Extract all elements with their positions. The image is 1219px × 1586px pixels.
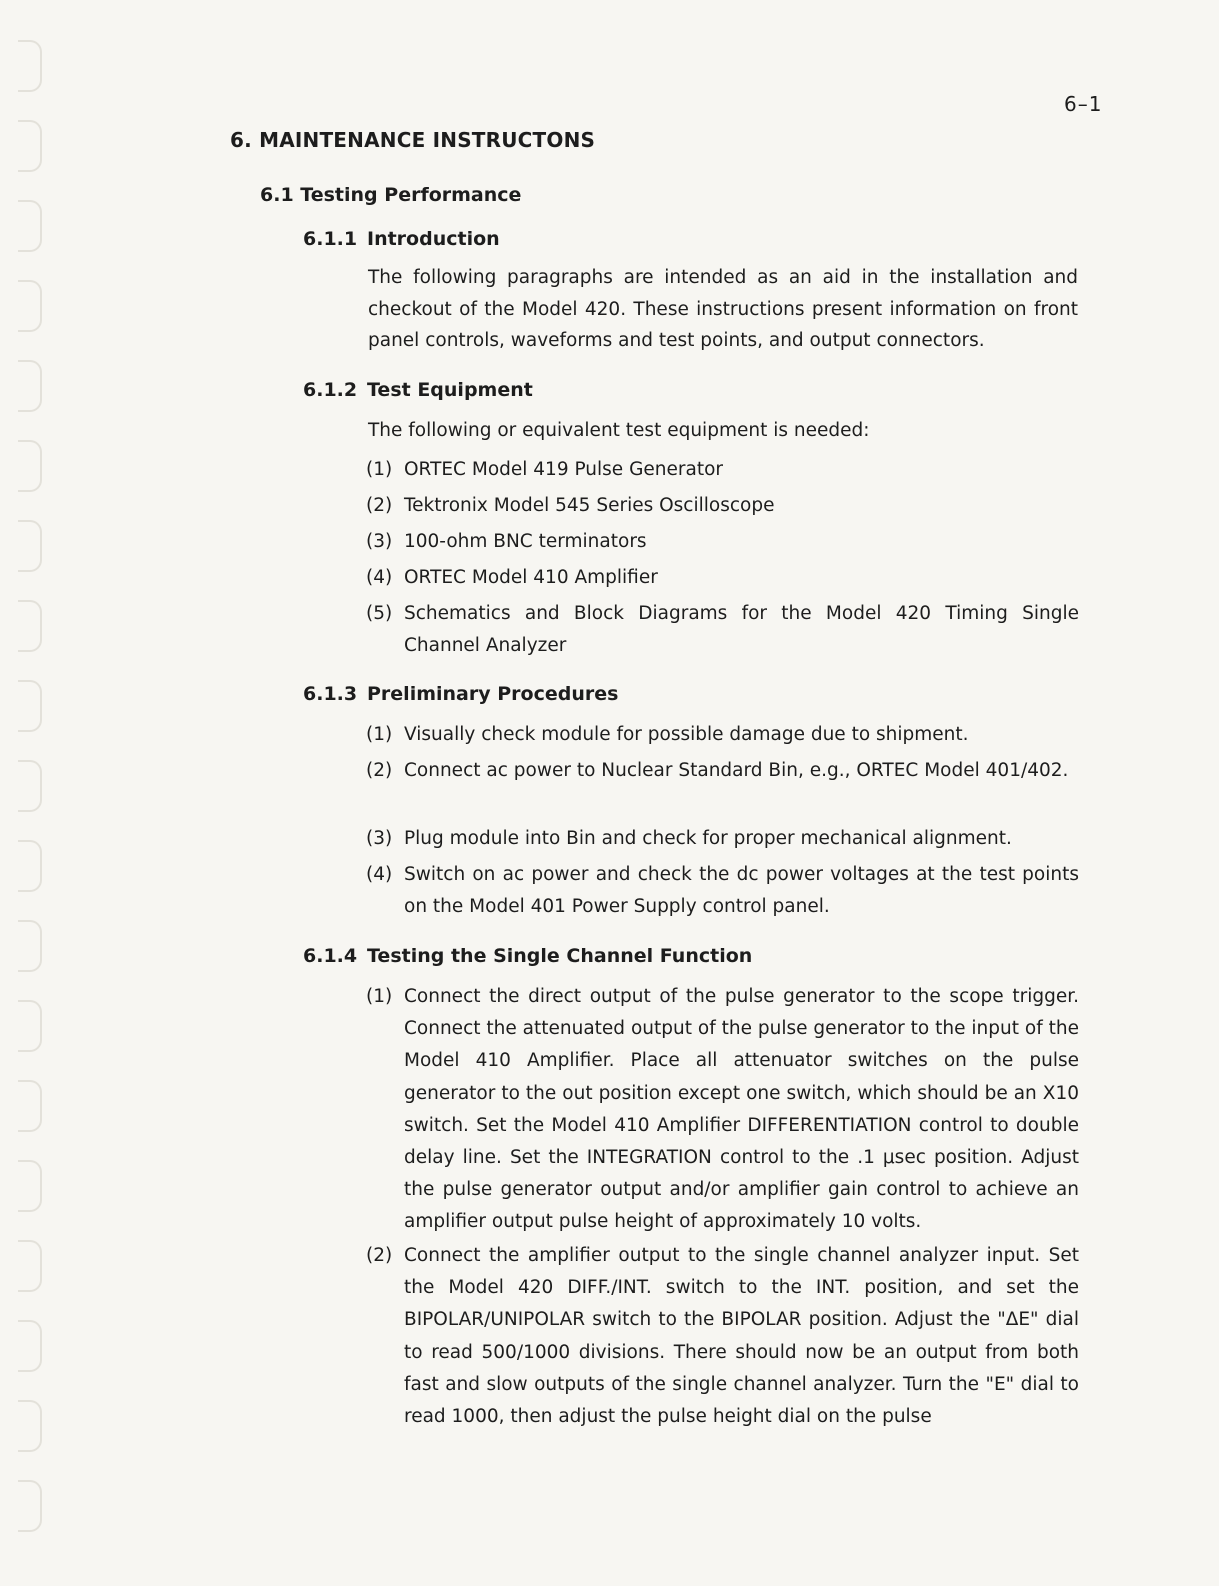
list-item-label: (1) [366, 724, 393, 745]
list-item-text: 100-ohm BNC terminators [404, 531, 647, 552]
list-item [366, 823, 1079, 855]
chapter-heading [230, 128, 595, 152]
binding-hole [18, 1400, 42, 1452]
list-item-text: Tektronix Model 545 Series Oscilloscope [404, 495, 775, 516]
subsection-heading-test-equipment [303, 379, 533, 401]
list-item-label: (2) [366, 760, 393, 781]
subsection-heading-preliminary-procedures [303, 683, 618, 705]
list-item-label: (3) [366, 828, 393, 849]
list-item-label: (2) [366, 1245, 393, 1266]
binding-hole [18, 200, 42, 252]
binding-hole [18, 1000, 42, 1052]
list-item-label: (4) [366, 567, 393, 588]
page-number: 6–1 [1064, 92, 1103, 116]
list-item-text: Connect the direct output of the pulse generator to the scope trigger. Connect the attenuated output of the pulse generator to the input of the Model 410 Amplifier. Place all attenuator switches on the pulse generator to the out position except one switch, which should be an X10 switch. Set the Model 410 Amplifier DIFFERENTIATION control to double delay line. Set the INTEGRATION control to the .1 μsec position. Adjust the pulse generator output and/or amplifier gain control to achieve an amplifier output pulse height of approximately 10 volts. [404, 986, 1079, 1233]
list-item [366, 454, 1079, 486]
list-item-label: (4) [366, 864, 393, 885]
list-item-label: (5) [366, 603, 393, 624]
list-item-text: Schematics and Block Diagrams for the Model 420 Timing Single Channel Analyzer [404, 603, 1079, 656]
list-item [366, 719, 1079, 751]
binding-hole [18, 120, 42, 172]
list-item-text: Plug module into Bin and check for proper mechanical alignment. [404, 828, 1012, 849]
binding-hole [18, 600, 42, 652]
list-item-text: Visually check module for possible damage due to shipment. [404, 724, 969, 745]
binding-hole [18, 1080, 42, 1132]
binding-hole [18, 680, 42, 732]
subsection-number: 6.1.4 [303, 945, 358, 967]
binding-hole [18, 360, 42, 412]
subsection-number: 6.1.2 [303, 379, 358, 401]
binding-holes [18, 30, 48, 1560]
list-item [366, 526, 1079, 558]
chapter-number: 6. [230, 128, 252, 152]
subsection-title: Test Equipment [367, 379, 533, 401]
subsection-title: Preliminary Procedures [367, 683, 619, 705]
list-item [366, 562, 1079, 594]
binding-hole [18, 760, 42, 812]
list-item-text: Switch on ac power and check the dc power voltages at the test points on the Model 401 Power Supply control panel. [404, 864, 1079, 917]
binding-hole [18, 1240, 42, 1292]
list-item-text: Connect ac power to Nuclear Standard Bin, e.g., ORTEC Model 401/402. [404, 760, 1069, 781]
binding-hole [18, 840, 42, 892]
list-item-label: (3) [366, 531, 393, 552]
chapter-title: MAINTENANCE INSTRUCTONS [259, 128, 596, 152]
binding-hole [18, 1320, 42, 1372]
list-item-text: Connect the amplifier output to the single channel analyzer input. Set the Model 420 DIFF./INT. switch to the INT. position, and set the BIPOLAR/UNIPOLAR switch to the BIPOLAR position. Adjust the "ΔE" dial to read 500/1000 divisions. There should now be an output from both fast and slow outputs of the single channel analyzer. Turn the "E" dial to read 1000, then adjust the pulse height dial on the pulse [404, 1245, 1079, 1428]
subsection-heading-introduction [303, 228, 500, 250]
subsection-number: 6.1.1 [303, 228, 358, 250]
list-item [366, 598, 1079, 662]
list-item [366, 1240, 1079, 1433]
section-title: Testing Performance [300, 184, 522, 206]
list-item [366, 859, 1079, 923]
introduction-paragraph: The following paragraphs are intended as an aid in the installation and checkout of the Model 420. These instructions present information on front panel controls, waveforms and test points, and output connectors. [368, 267, 1078, 351]
binding-hole [18, 520, 42, 572]
list-item [366, 755, 1079, 787]
list-item [366, 490, 1079, 522]
binding-hole [18, 440, 42, 492]
list-item-label: (1) [366, 459, 393, 480]
subsection-title: Introduction [367, 228, 500, 250]
section-heading [260, 184, 521, 206]
list-item-label: (1) [366, 986, 393, 1007]
list-item-text: ORTEC Model 410 Amplifier [404, 567, 658, 588]
binding-hole [18, 1160, 42, 1212]
subsection-heading-single-channel [303, 945, 752, 967]
binding-hole [18, 1480, 42, 1532]
section-number: 6.1 [260, 184, 294, 206]
equipment-lead: The following or equivalent test equipment is needed: [368, 420, 870, 441]
subsection-title: Testing the Single Channel Function [367, 945, 753, 967]
binding-hole [18, 280, 42, 332]
binding-hole [18, 40, 42, 92]
list-item-label: (2) [366, 495, 393, 516]
binding-hole [18, 920, 42, 972]
list-item [366, 981, 1079, 1239]
list-item-text: ORTEC Model 419 Pulse Generator [404, 459, 724, 480]
subsection-number: 6.1.3 [303, 683, 358, 705]
